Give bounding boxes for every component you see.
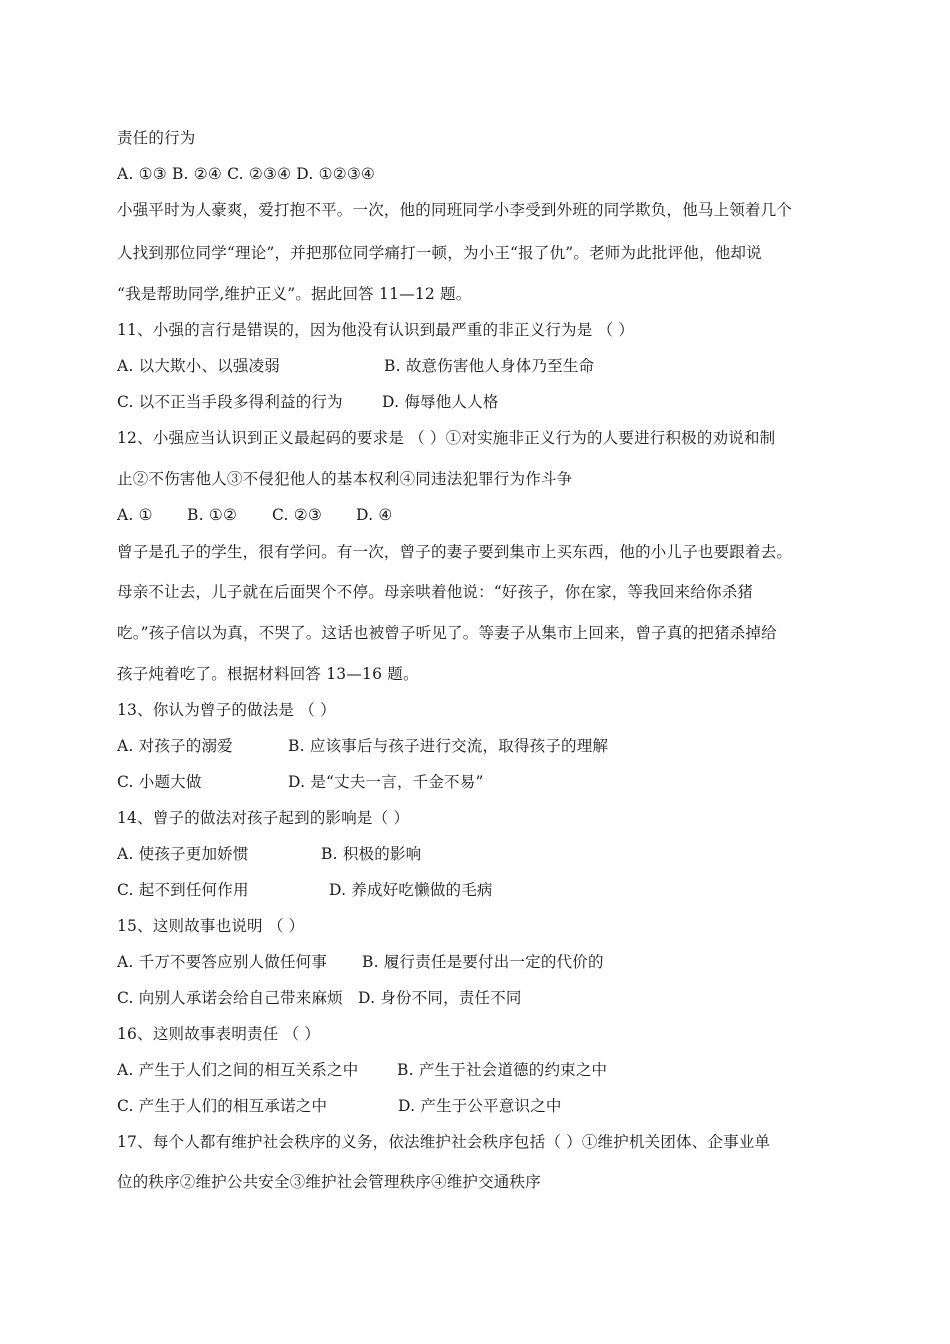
text-line: 责任的行为 [117,129,196,147]
options-row [117,356,594,376]
options-row [117,505,392,525]
passage-line: 母亲不让去，儿子就在后面哭个不停。母亲哄着他说：“好孩子，你在家，等我回来给你杀猪 [117,583,754,601]
options-row [117,844,421,864]
question-12: 12、小强应当认识到正义最起码的要求是 （ ）①对实施非正义行为的人要进行积极的劝说和制 [117,429,776,447]
passage-line: 小强平时为人豪爽，爱打抱不平。一次，他的同班同学小李受到外班的同学欺负，他马上领着几个 [117,201,793,219]
question-15: 15、这则故事也说明 （ ） [117,917,305,935]
options-row [117,880,493,900]
passage-line: 人找到那位同学“理论”，并把那位同学痛打一顿，为小王“报了仇”。老师为此批评他，他却说 [117,244,762,262]
question-12-cont: 止②不伤害他人③不侵犯他人的基本权利④同违法犯罪行为作斗争 [117,470,573,488]
question-17-cont: 位的秩序②维护公共安全③维护社会管理秩序④维护交通秩序 [117,1173,541,1191]
options-row [117,772,484,792]
option-b: B. 履行责任是要付出一定的代价的 [362,953,604,971]
option-c: C. 产生于人们的相互承诺之中 [117,1097,328,1115]
option-c: C. 向别人承诺会给自己带来麻烦 [117,989,343,1007]
question-13: 13、你认为曾子的做法是 （ ） [117,701,336,719]
option-a: A. 产生于人们之间的相互关系之中 [117,1061,359,1079]
option-a: A. ① [117,506,153,524]
options-row [117,952,604,972]
option-b: B. ①② [187,506,238,524]
option-d: D. 养成好吃懒做的毛病 [329,881,493,899]
option-d: D. 侮辱他人人格 [382,393,499,411]
passage-line: 吃。”孩子信以为真，不哭了。这话也被曾子听见了。等妻子从集市上回来，曾子真的把猪杀掉给 [117,624,777,642]
options-row [117,988,522,1008]
option-c: C. ②③ [272,506,322,524]
passage-line: “我是帮助同学,维护正义”。据此回答 11—12 题。 [117,285,472,303]
option-a: A. 使孩子更加娇惯 [117,845,249,863]
option-b: B. 故意伤害他人身体乃至生命 [384,357,595,375]
option-b: B. 产生于社会道德的约束之中 [397,1061,608,1079]
answer-options-q10: A. ①③ B. ②④ C. ②③④ D. ①②③④ [117,165,376,183]
question-11: 11、小强的言行是错误的，因为他没有认识到最严重的非正义行为是 （ ） [117,321,635,339]
option-d: D. 是“丈夫一言，千金不易” [288,773,484,791]
options-row [117,1060,607,1080]
option-a: A. 对孩子的溺爱 [117,737,233,755]
options-row [117,392,499,412]
option-d: D. 产生于公平意识之中 [398,1097,562,1115]
option-c: C. 起不到任何作用 [117,881,249,899]
options-row [117,1096,562,1116]
option-a: A. 以大欺小、以强凌弱 [117,357,280,375]
option-b: B. 应该事后与孩子进行交流，取得孩子的理解 [288,737,609,755]
option-d: D. 身份不同，责任不同 [358,989,522,1007]
question-17: 17、每个人都有维护社会秩序的义务，依法维护社会秩序包括（ ）①维护机关团体、企事业单 [117,1133,771,1151]
option-c: C. 小题大做 [117,773,202,791]
question-16: 16、这则故事表明责任 （ ） [117,1025,321,1043]
passage-line: 曾子是孔子的学生，很有学问。有一次，曾子的妻子要到集市上买东西，他的小儿子也要跟着去。 [117,543,793,561]
question-14: 14、曾子的做法对孩子起到的影响是（ ） [117,809,410,827]
option-c: C. 以不正当手段多得利益的行为 [117,393,343,411]
option-a: A. 千万不要答应别人做任何事 [117,953,328,971]
option-d: D. ④ [356,506,393,524]
passage-line: 孩子炖着吃了。根据材料回答 13—16 题。 [117,665,419,683]
options-row [117,736,608,756]
option-b: B. 积极的影响 [321,845,422,863]
